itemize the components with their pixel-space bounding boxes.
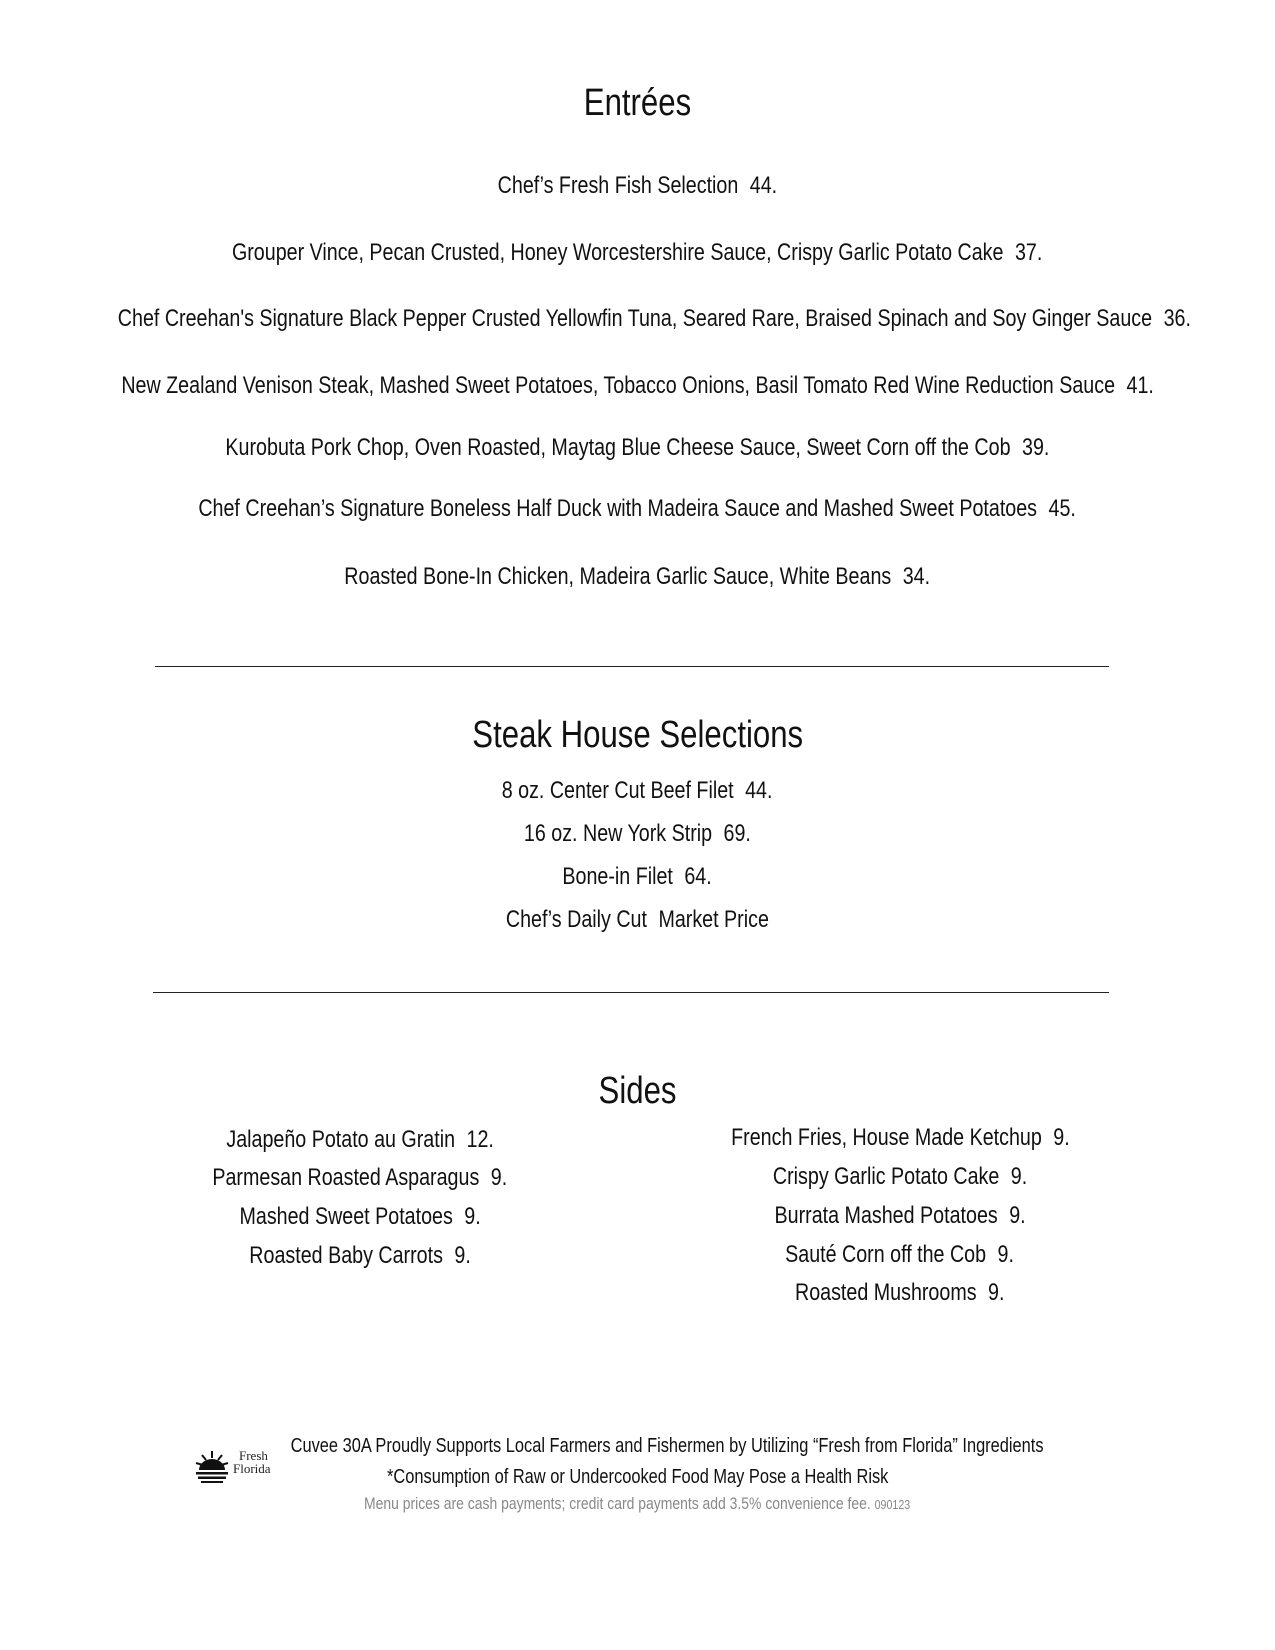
item-price: 64. <box>684 863 713 890</box>
menu-code: 090123 <box>875 1497 911 1512</box>
item-price: 9. <box>988 1279 1005 1306</box>
item-name: Parmesan Roasted Asparagus <box>212 1164 480 1191</box>
menu-item <box>0 305 1275 333</box>
item-price: 9. <box>454 1242 471 1269</box>
support-statement: Cuvee 30A Proudly Supports Local Farmers and Fishermen by Utilizing “Fresh from Florida” Ingredients <box>291 1435 1044 1457</box>
logo-text-line: Florida <box>233 1461 271 1476</box>
menu-item <box>0 434 1275 462</box>
item-price: 34. <box>903 563 931 590</box>
menu-item <box>0 863 1275 891</box>
menu-item <box>0 777 1275 805</box>
menu-item <box>0 172 1275 200</box>
entrees-heading: Entrées <box>583 82 692 124</box>
item-name: Chef Creehan's Signature Black Pepper Crusted Yellowfin Tuna, Seared Rare, Braised Spinach and Soy Ginger Sauce <box>117 305 1153 332</box>
item-price: 69. <box>723 820 751 847</box>
item-name: Roasted Mushrooms <box>795 1279 977 1306</box>
item-name: Crispy Garlic Potato Cake <box>772 1163 1000 1190</box>
item-price: 9. <box>1010 1163 1028 1190</box>
item-price: 9. <box>464 1203 481 1230</box>
item-price: 9. <box>998 1241 1015 1268</box>
item-price: 9. <box>490 1164 508 1191</box>
menu-item <box>0 820 1275 848</box>
item-name: Jalapeño Potato au Gratin <box>226 1126 455 1153</box>
menu-item <box>0 239 1275 267</box>
item-name: Roasted Baby Carrots <box>249 1242 443 1269</box>
price-note-text: Menu prices are cash payments; credit card payments add 3.5% convenience fee. <box>364 1494 872 1513</box>
item-price: Market Price <box>658 906 770 933</box>
item-price: 36. <box>1163 305 1191 332</box>
menu-item <box>0 372 1275 400</box>
item-name: Roasted Bone-In Chicken, Madeira Garlic Sauce, White Beans <box>344 563 892 590</box>
sides-right-column <box>670 1124 1130 1324</box>
item-price: 45. <box>1048 495 1077 522</box>
item-price: 37. <box>1015 239 1043 266</box>
item-name: Chef’s Fresh Fish Selection <box>497 172 739 199</box>
health-warning: *Consumption of Raw or Undercooked Food May Pose a Health Risk <box>386 1466 889 1488</box>
item-name: Sauté Corn off the Cob <box>785 1241 987 1268</box>
item-price: 39. <box>1022 434 1050 461</box>
item-name: Grouper Vince, Pecan Crusted, Honey Worcestershire Sauce, Crispy Garlic Potato Cake <box>232 239 1004 266</box>
item-price: 41. <box>1126 372 1154 399</box>
menu-item <box>670 1241 1130 1269</box>
steak-heading: Steak House Selections <box>472 714 803 756</box>
menu-item <box>150 1242 570 1270</box>
menu-item <box>150 1203 570 1231</box>
menu-item <box>670 1124 1130 1152</box>
item-name: Bone-in Filet <box>562 863 674 890</box>
menu-item <box>670 1279 1130 1307</box>
item-name: Burrata Mashed Potatoes <box>774 1202 998 1229</box>
item-name: 8 oz. Center Cut Beef Filet <box>502 777 735 804</box>
menu-item <box>150 1164 570 1192</box>
sides-left-column <box>150 1126 570 1286</box>
section-divider <box>155 666 1109 667</box>
sides-heading: Sides <box>598 1070 677 1112</box>
price-note <box>0 1494 1275 1514</box>
item-price: 44. <box>749 172 778 199</box>
item-name: French Fries, House Made Ketchup <box>730 1124 1042 1151</box>
logo-text-line: Fresh <box>239 1448 268 1463</box>
menu-item <box>670 1202 1130 1230</box>
item-name: Kurobuta Pork Chop, Oven Roasted, Maytag Blue Cheese Sauce, Sweet Corn off the Cob <box>225 434 1011 461</box>
item-name: Chef’s Daily Cut <box>505 906 648 933</box>
item-name: Chef Creehan’s Signature Boneless Half Duck with Madeira Sauce and Mashed Sweet Potatoes <box>198 495 1038 522</box>
menu-item <box>0 563 1275 591</box>
item-price: 44. <box>745 777 773 804</box>
menu-item <box>0 906 1275 934</box>
item-name: Mashed Sweet Potatoes <box>239 1203 453 1230</box>
item-price: 9. <box>1052 1124 1070 1151</box>
item-name: New Zealand Venison Steak, Mashed Sweet Potatoes, Tobacco Onions, Basil Tomato Red Wine Reduction Sauce <box>121 372 1115 399</box>
menu-item <box>150 1126 570 1154</box>
menu-item <box>670 1163 1130 1191</box>
item-name: 16 oz. New York Strip <box>523 820 713 847</box>
item-price: 12. <box>466 1126 494 1153</box>
item-price: 9. <box>1009 1202 1026 1229</box>
section-divider <box>153 992 1109 993</box>
menu-item <box>0 495 1275 523</box>
